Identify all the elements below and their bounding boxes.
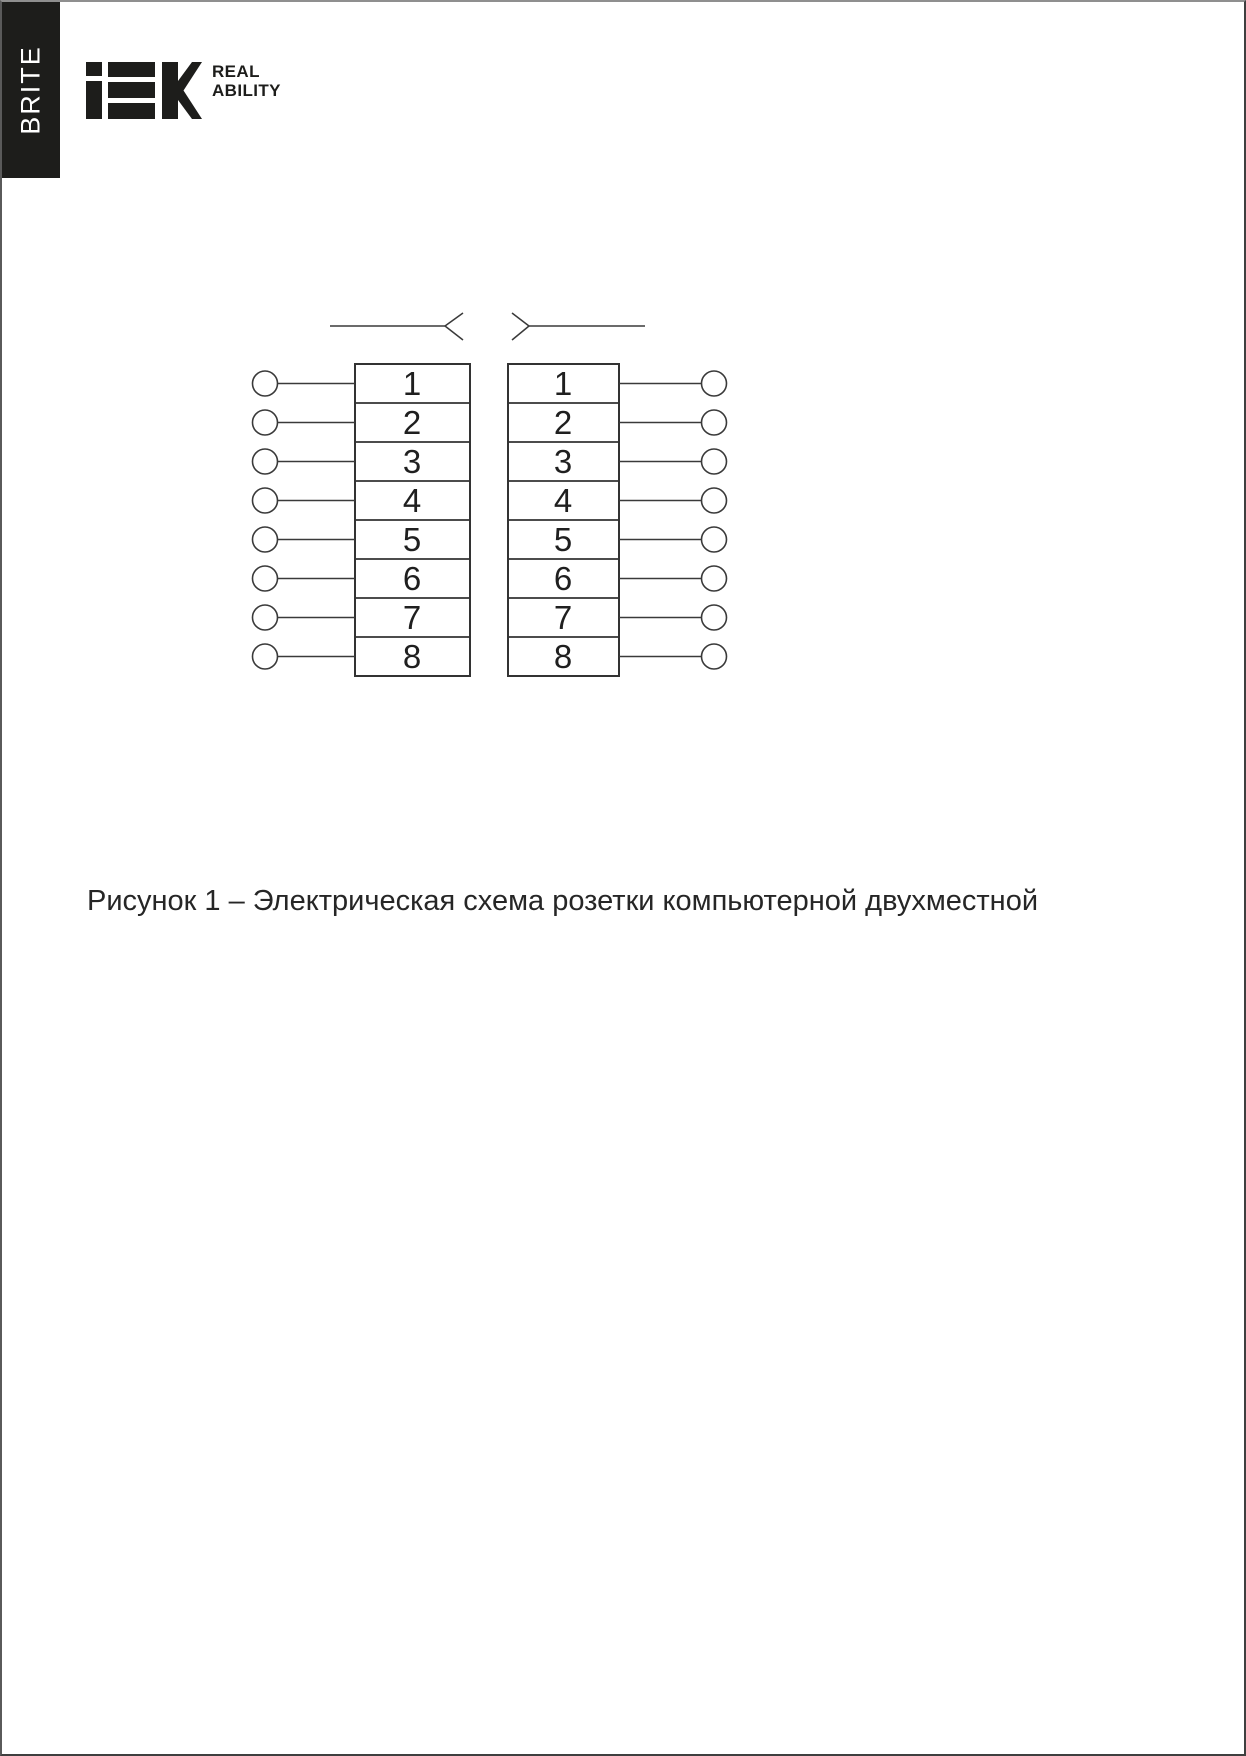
iek-logo-glyphs xyxy=(86,62,202,119)
connector-left-arrowhead-icon xyxy=(445,313,463,326)
terminal-number: 3 xyxy=(553,443,573,480)
terminal-number: 1 xyxy=(402,365,422,402)
product-line-tab xyxy=(2,2,60,178)
terminal-number: 6 xyxy=(553,560,573,597)
left-terminal-block xyxy=(355,364,470,676)
brand-tagline-line1: REAL xyxy=(212,62,260,81)
terminal-pin-circle xyxy=(702,488,727,513)
terminal-number: 3 xyxy=(402,443,422,480)
terminal-number: 5 xyxy=(553,521,573,558)
terminal-pin-circle xyxy=(702,527,727,552)
logo-e-bar-top xyxy=(108,62,155,77)
terminal-number: 2 xyxy=(402,404,422,441)
terminal-pin-circle xyxy=(253,566,278,591)
terminal-pin-circle xyxy=(253,371,278,396)
terminal-pin-circle xyxy=(253,488,278,513)
terminal-pin-circle xyxy=(702,605,727,630)
connector-left-arrowhead-icon xyxy=(445,326,463,340)
terminal-number: 4 xyxy=(553,482,573,519)
terminal-number: 8 xyxy=(553,638,573,675)
terminal-number: 7 xyxy=(402,599,422,636)
terminal-number: 2 xyxy=(553,404,573,441)
wiring-diagram xyxy=(232,302,742,697)
terminal-pin-circle xyxy=(253,527,278,552)
terminal-number: 4 xyxy=(402,482,422,519)
terminal-pin-circle xyxy=(253,644,278,669)
terminal-pin-circle xyxy=(702,644,727,669)
terminal-pin-circle xyxy=(702,410,727,435)
terminal-pin-circle xyxy=(253,605,278,630)
terminal-pin-circle xyxy=(702,371,727,396)
logo-e-bar-middle xyxy=(108,82,155,98)
terminal-number: 6 xyxy=(402,560,422,597)
terminal-pin-circle xyxy=(702,449,727,474)
brand-tagline xyxy=(212,62,281,100)
terminal-number: 1 xyxy=(553,365,573,402)
right-pin-leads xyxy=(619,371,727,669)
logo-e-bar-bottom xyxy=(108,103,155,119)
terminal-number: 5 xyxy=(402,521,422,558)
logo-i-stem xyxy=(86,81,102,119)
logo-i-dot xyxy=(86,62,102,76)
detachable-connector-symbol xyxy=(330,313,645,340)
terminal-number: 8 xyxy=(402,638,422,675)
logo-k-stem xyxy=(162,62,178,119)
terminal-number: 7 xyxy=(553,599,573,636)
terminal-pin-circle xyxy=(253,410,278,435)
connector-right-arrowhead-icon xyxy=(512,326,529,340)
right-terminal-block xyxy=(508,364,619,676)
product-line-label: BRITE xyxy=(15,45,46,135)
terminal-pin-circle xyxy=(702,566,727,591)
left-pin-leads xyxy=(253,371,356,669)
brand-tagline-line2: ABILITY xyxy=(212,81,281,100)
figure-caption: Рисунок 1 – Электрическая схема розетки компьютерной двухместной xyxy=(87,885,1039,917)
iek-logo-icon xyxy=(86,60,206,122)
connector-right-arrowhead-icon xyxy=(512,313,529,326)
terminal-pin-circle xyxy=(253,449,278,474)
